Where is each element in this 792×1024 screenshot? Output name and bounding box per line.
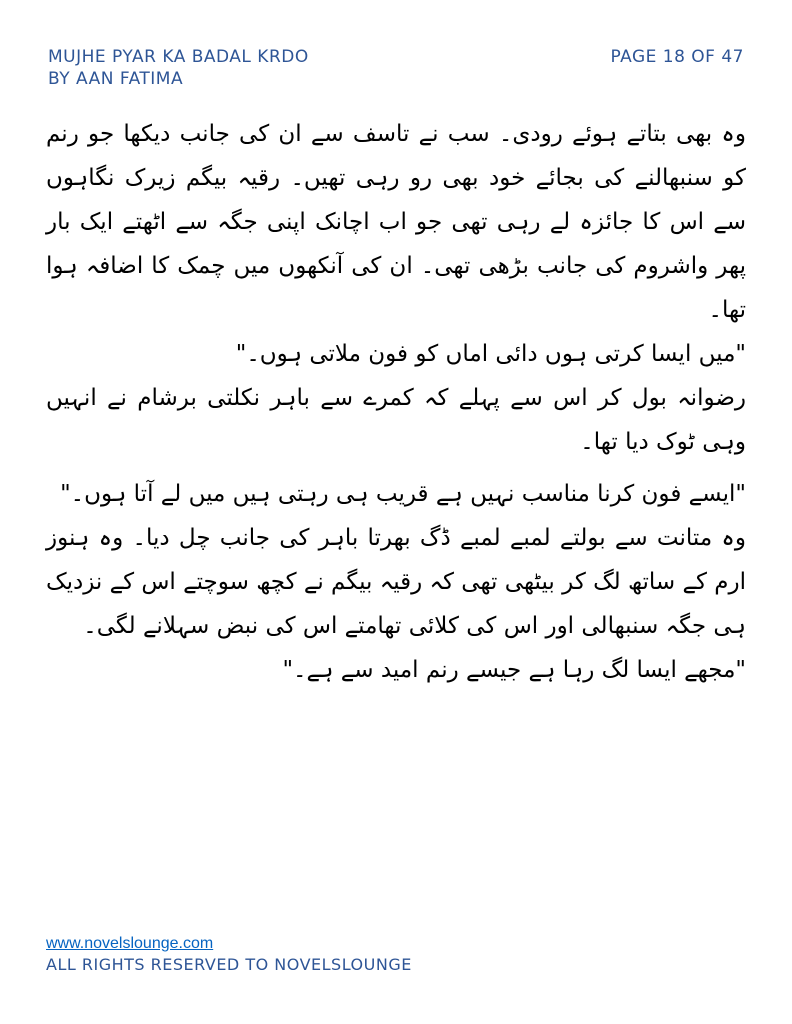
website-link[interactable]: www.novelslounge.com — [46, 935, 214, 952]
author-name: BY AAN FATIMA — [48, 69, 184, 89]
page-number: PAGE 18 OF 47 — [610, 47, 744, 67]
page-footer — [46, 934, 412, 976]
paragraph: "مجھے ایسا لگ رہا ہے جیسے رنم امید سے ہے۔" — [282, 657, 746, 683]
novel-title: MUJHE PYAR KA BADAL KRDO — [48, 47, 309, 67]
rights-notice: ALL RIGHTS RESERVED TO NOVELSLOUNGE — [46, 955, 412, 974]
paragraph: وہ متانت سے بولتے لمبے لمبے ڈگ بھرتا باہر کی جانب چل دیا۔ وہ ہنوز ارم کے ساتھ لگ کر بیٹھی تھی کہ رقیہ بیگم نے کچھ سوچتے اس کے نزدیک ہی جگہ سنبھالی اور اس کی کلائی تھامتے اس کی نبض سہلانے لگی۔ — [45, 525, 746, 639]
paragraph: "میں ایسا کرتی ہوں دائی اماں کو فون ملاتی ہوں۔" — [235, 341, 746, 367]
paragraph: رضوانہ بول کر اس سے پہلے کہ کمرے سے باہر نکلتی برشام نے انہیں وہی ٹوک دیا تھا۔ — [46, 385, 746, 455]
paragraph: "ایسے فون کرنا مناسب نہیں ہے قریب ہی رہتی ہیں میں لے آتا ہوں۔" — [60, 481, 746, 507]
document-body — [46, 112, 746, 692]
paragraph: وہ بھی بتاتے ہوئے رودی۔ سب نے تاسف سے ان کی جانب دیکھا جو رنم کو سنبھالنے کی بجائے خود بھی رو رہی تھیں۔ رقیہ بیگم زیرک نگاہوں سے اس کا جائزہ لے رہی تھی جو اب اچانک اپنی جگہ سے اٹھتے ایک بار پھر واشروم کی جانب بڑھی تھی۔ ان کی آنکھوں میں چمک کا اضافہ ہوا تھا۔ — [46, 121, 746, 323]
header-left — [48, 46, 309, 90]
